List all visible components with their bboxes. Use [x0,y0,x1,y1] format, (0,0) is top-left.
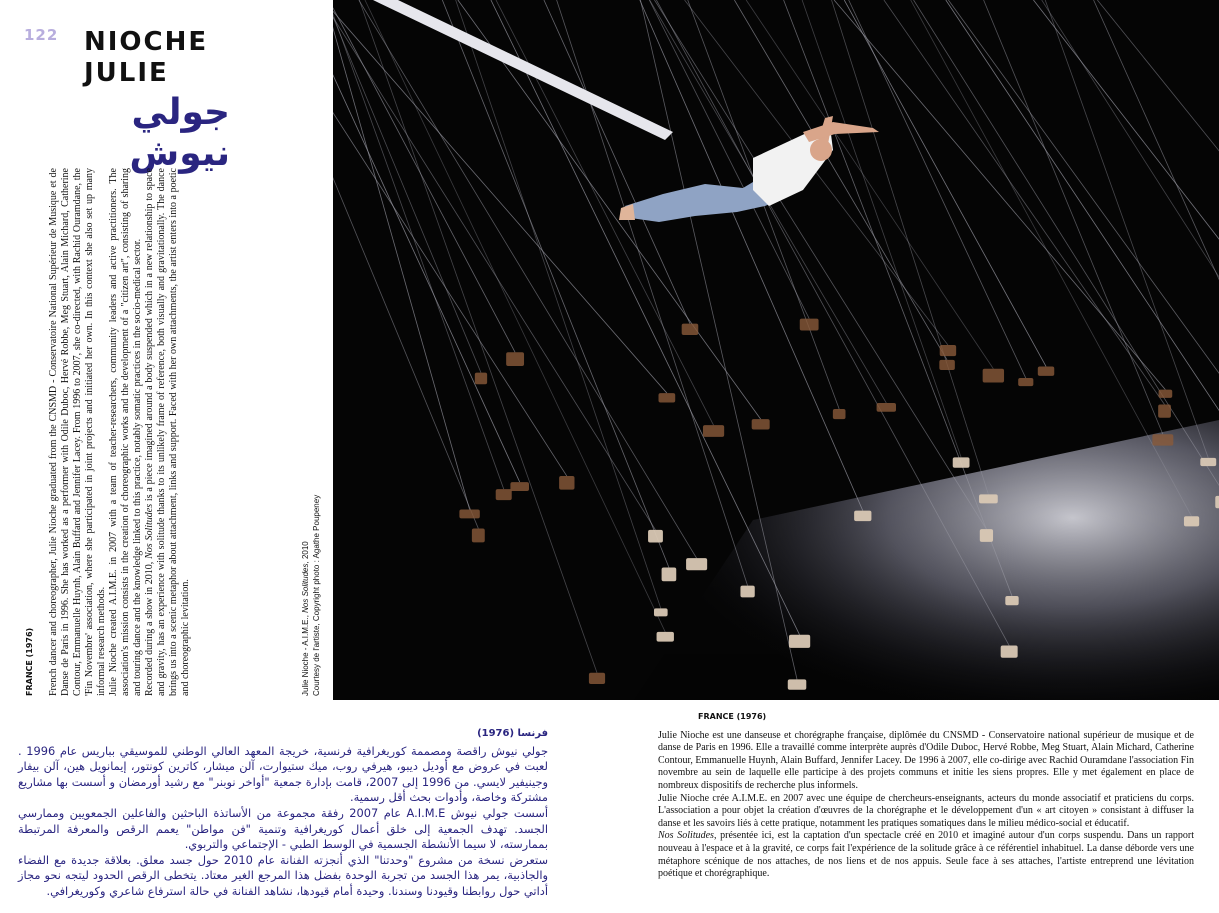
hanging-bag [657,632,674,642]
arabic-biography [18,726,548,900]
arabic-paragraph-3: ستعرض نسخة من مشروع "وحدتنا" الذي أنجزته الفنانة عام 2010 حول جسد معلق. بعلاقة جديدة مع الفضاء والجاذبية، يمر هذا الجسد من تجربة الوحدة بفضل هذا المرجع الغير معتاد. يتخطى الرقص الحدود ليتجه نحو مجاز أداتي حول روابطنا وقيودنا وسندنا. وحيدة أمام قيودها، نشاهد الفنانة في حالة استرفاع شاعري وكوريغرافي. [18,852,548,898]
arabic-country: فرنسا (1976) [477,728,548,739]
hanging-bag [1215,496,1219,508]
caption-line-2: Courtesy de l'artiste, Copyright photo : Agathe Poupeney [312,494,321,696]
hanging-bag [654,608,668,616]
caption-pre: Julie Nioche - A.I.M.E., [301,612,310,696]
caption-post: , 2010 [301,541,310,564]
caption-work-title: Nos Solitudes [301,563,310,613]
hanging-bag [1152,434,1173,445]
arabic-paragraph-1: جولي نيوش راقصة ومصممة كوريغرافية فرنسية، خريجة المعهد العالي الوطني للموسيقي بباريس عام 1996 . لعبت في عروض مع أوديل ديبو، هيرفي روب، ميك ستيوارت، آلن ميشار، كاترين كونتور، إيمانويل هين، آلن بيفار وجينيفير لايسي. من 1996 إلى 2007، قامت بإدارة جمعية "أواخر نوبنر" مع رشيد أورمضان و أسست بها مشاريع مشتركة وخاصة، وأدوات بحث أقل رسمية. [18,743,548,805]
hanging-bag [686,558,707,570]
hanging-bag [789,635,810,648]
hanging-bag [459,509,479,518]
hanging-bag [589,673,605,684]
hanging-bag [510,482,529,491]
hanging-bag [506,352,524,366]
english-p3-pre: Recorded during a show in 2010, [144,558,155,696]
hanging-bag [953,457,970,467]
hanging-bag [983,369,1004,383]
hanging-bag [559,476,574,490]
hanging-bag [1001,646,1018,658]
french-p3-post: , présentée ici, est la captation d'un spectacle créé en 2010 et imaginé autour d'un corps suspendu. Dans un rapport nouveau à l'espace et à la gravité, ce corps fait l'expérience de la solitude grâce à ce référentiel inhabituel. La danse déborde vers une métaphore scénique de nos attaches, de nos liens et de nos appuis. Seule face à ses attaches, l'artiste entreprend une lévitation poétique et chorégraphique. [658,830,1195,880]
performance-photo [333,0,1219,700]
hanging-bag [788,679,807,689]
hanging-bag [1200,458,1216,466]
hanging-bag [940,345,956,356]
english-paragraph-3 [144,168,192,696]
hanging-bag [662,567,677,581]
hanging-bag [472,528,485,542]
arabic-paragraph-2: أسست جولي نيوش A.I.M.E عام 2007 رفقة مجموعة من الأساتذة الباحثين والفاعلين الجمعويين وممارسي الجسد. تهدف الجمعية إلى خلق أعمال كوريغرافية وتنمية "فن مواطن" يعمم الرقص والمعرفة المرتبطة بممارسته، لا سيما الأنشطة الجسمية في الوسط الطبي - الإجتماعي والتربوي. [18,805,548,852]
hanging-bag [1005,596,1018,605]
french-paragraph-2: Julie Nioche crée A.I.M.E. en 2007 avec une équipe de chercheurs-enseignants, acteurs du monde associatif et praticiens du corps. L'association a pour objet la création d'œuvres de la chorégraphe et le développement d'un « art citoyen » consistant à diffuser la danse et les savoirs liés à cette pratique, notamment les pratiques somatiques dans le milieu médico-social et éducatif. [658,792,1194,829]
english-country: FRANCE (1976) [25,627,34,696]
hanging-bag [939,360,955,370]
artist-surname: NIOCHE [84,27,209,57]
english-p3-post: is a piece imagined around a body suspended which in a new relationship to space and gravity, has an experience with solitude thanks to its unlikely frame of reference, both visually and gravitationally. The dance brings us into a scenic metaphor about attachment, links and support. Faced with her own attachments, the artist enters into a poetic and choreographic levitation. [144,168,191,696]
french-paragraph-3 [658,830,1194,880]
hanging-bag [800,319,819,331]
hanging-bag [980,529,993,542]
hanging-bag [1159,390,1173,398]
hanging-bag [496,489,512,500]
artist-name [84,27,208,89]
hanging-bag [703,425,724,437]
hanging-bag [682,324,699,335]
english-paragraph-2: Julie Nioche created A.I.M.E. in 2007 with a team of teacher-researchers, community leaders and active practitioners. The association's mission consists in the creation of choreographic works and the development of a "citizen art", consisting of sharing and touring dance and the knowledge linked to this practice, notably somatic practices in the socio-medical sector. [108,168,143,696]
performance-photo-illustration [333,0,1219,700]
english-biography [24,168,198,696]
hanging-bag [648,530,663,543]
hanging-bag [833,409,846,419]
hanging-bag [979,494,998,503]
hanging-bag [752,419,770,429]
hanging-bag [877,403,896,412]
french-biography [658,711,1194,881]
hanging-bag [1018,378,1033,386]
photo-caption [300,456,330,696]
caption-line-1 [300,456,311,696]
english-paragraph-1: French dancer and choreographer, Julie Nioche graduated from the CNSMD - Conservatoire National Supérieur de Musique et de Danse de Paris in 1996. She has worked as a performer with Odile Duboc, Hervé Robbe, Meg Stuart, Alain Michard, Catherine Contour, Emmanuelle Huynh, Alain Buffard and Jennifer Lacey. From 1996 to 2007, she co-directed, with Rachid Ouramdane, the 'Fin Novembre' association, where she participated in joint projects and initiated her own. In this context she also set up many informal research methods. [48,168,107,696]
hanging-bag [659,393,676,402]
page-number: 122 [24,26,59,44]
hanging-bag [1158,404,1171,417]
french-country: FRANCE (1976) [698,712,767,721]
hanging-bag [854,511,871,522]
hanging-bag [475,373,487,385]
hanging-bag [1038,366,1054,375]
hanging-bag [740,586,754,598]
english-work-title: Nos Solitudes [144,503,155,559]
artist-firstname: JULIE [84,58,169,88]
hanging-bag [1184,516,1199,526]
french-paragraph-1: Julie Nioche est une danseuse et chorégraphe française, diplômée du CNSMD - Conservatoire national supérieur de musique et de danse de Paris en 1996. Elle a travaillé comme interprète auprès d'Odile Duboc, Hervé Robbe, Meg Stuart, Alain Michard, Catherine Contour, Emmanuelle Huynh, Alain Buffard, Jennifer Lacey. De 1996 à 2007, elle co-dirige avec Rachid Ouramdane l'association Fin novembre au sein de laquelle elle participe à des projets communs et initie les siens propres. Elle y met également en place de nombreux dispositifs de recherche plus informels. [658,729,1194,791]
artist-name-arabic: جولي نيوش [129,92,230,174]
french-work-title: Nos Solitudes [658,830,714,842]
